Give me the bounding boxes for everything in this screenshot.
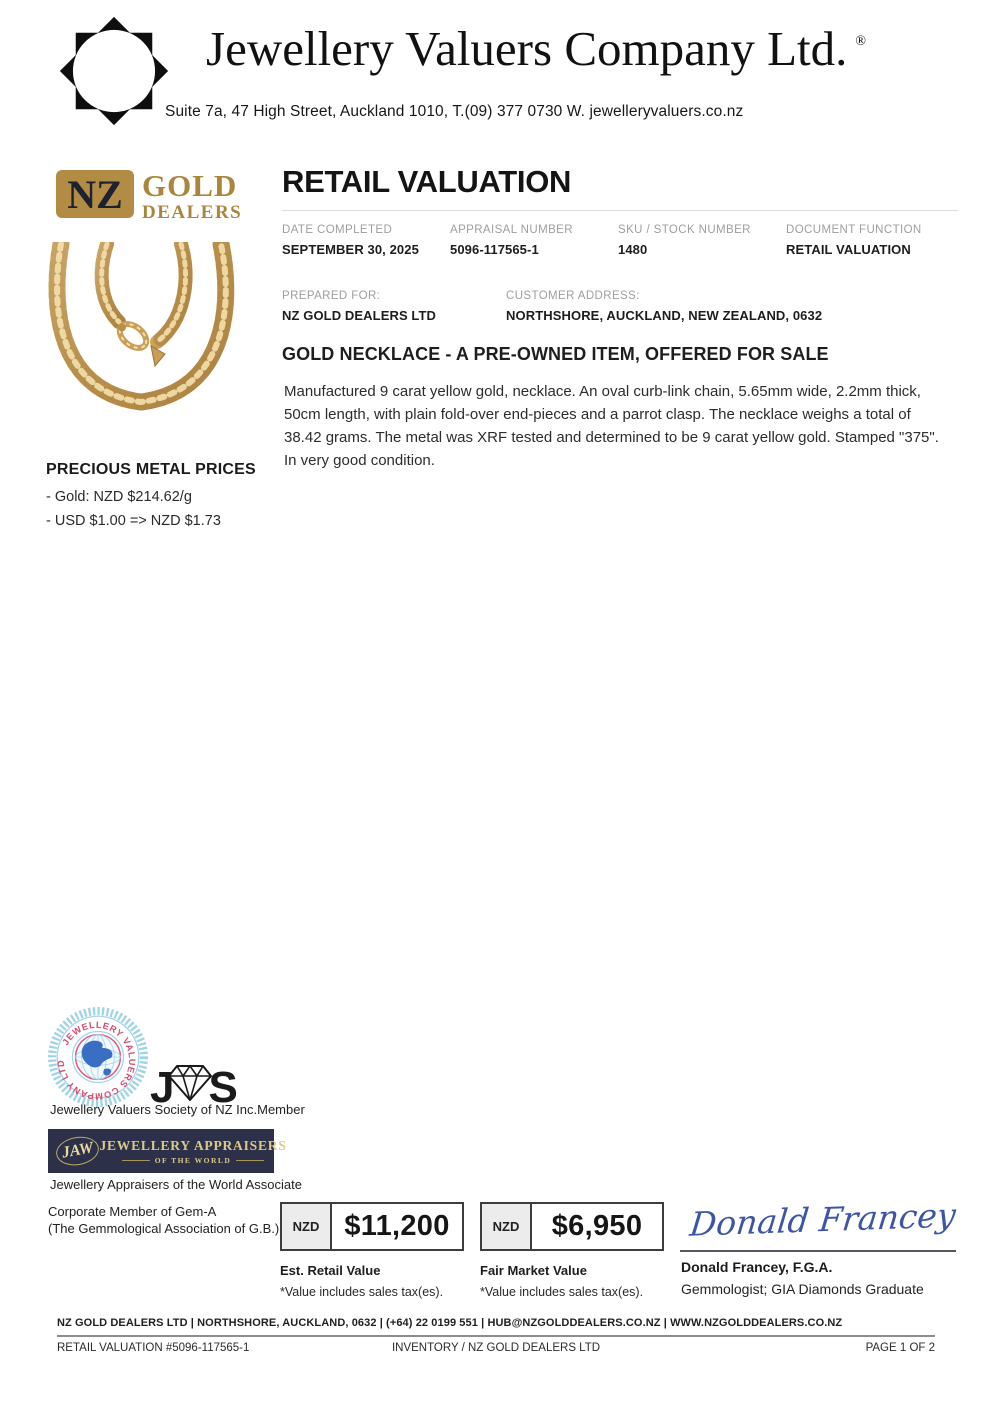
field-document-function (786, 224, 922, 257)
company-name (206, 20, 906, 77)
signer-credentials: Gemmologist; GIA Diamonds Graduate (681, 1281, 924, 1297)
value-note: *Value includes sales tax(es). (280, 1285, 444, 1299)
jaw-monogram: JAW (54, 1133, 102, 1168)
field-label: DATE COMPLETED (282, 224, 393, 236)
field-value: SEPTEMBER 30, 2025 (282, 242, 419, 257)
est-retail-value-block (280, 1202, 464, 1299)
usd-rate-line: - USD $1.00 => NZD $1.73 (46, 513, 221, 529)
company-address: Suite 7a, 47 High Street, Auckland 1010, T.(09) 377 0730 W. jewelleryvaluers.co.nz (165, 103, 744, 120)
currency-label: NZD (482, 1204, 532, 1249)
title-divider (282, 210, 958, 211)
jvs-letter-s: S (208, 1062, 236, 1112)
value-note: *Value includes sales tax(es). (480, 1285, 644, 1299)
footer-meta-row (57, 1342, 935, 1354)
field-date-completed (282, 224, 419, 257)
field-value: 1480 (618, 242, 648, 257)
fair-market-value-box (480, 1202, 664, 1251)
gem-a-line1: Corporate Member of Gem-A (48, 1204, 217, 1219)
jvs-logo (150, 1062, 236, 1112)
field-value: RETAIL VALUATION (786, 242, 911, 257)
jaw-title: JEWELLERY APPRAISERS (99, 1137, 287, 1153)
field-value: 5096-117565-1 (450, 242, 539, 257)
nz-badge: NZ (56, 170, 134, 218)
necklace-photo (45, 242, 237, 430)
item-description: Manufactured 9 carat yellow gold, necklace. An oval curb-link chain, 5.65mm wide, 2.2mm thick, 50cm length, with plain fold-over end-pieces and a parrot clasp. The necklace weighs a total of 38.42 grams. The metal was XRF tested and determined to be 9 carat yellow gold. Stamped "375". In very good condition. (284, 383, 939, 469)
field-label: APPRAISAL NUMBER (450, 224, 573, 236)
document-title: RETAIL VALUATION (282, 164, 572, 199)
field-value: NZ GOLD DEALERS LTD (282, 308, 437, 323)
company-star-logo-icon (56, 15, 172, 127)
nz-gold-dealers-logo (56, 170, 242, 222)
signature-script: Donald Francey (688, 1195, 958, 1244)
jvs-letter-j: J (150, 1062, 173, 1112)
jaw-subtitle-row (99, 1156, 286, 1165)
currency-label: NZD (282, 1204, 332, 1249)
jvs-membership-caption: Jewellery Valuers Society of NZ Inc.Member (50, 1102, 305, 1117)
jaw-right-rule (236, 1160, 264, 1161)
field-prepared-for (282, 290, 436, 323)
field-label: PREPARED FOR: (282, 290, 381, 302)
footer-page-number: PAGE 1 OF 2 (865, 1342, 936, 1354)
diamond-icon (167, 1063, 213, 1103)
signer-name: Donald Francey, F.G.A. (681, 1259, 833, 1275)
item-heading: GOLD NECKLACE - A PRE-OWNED ITEM, OFFERED FOR SALE (282, 344, 829, 364)
est-retail-value-box (280, 1202, 464, 1251)
value-amount: $6,950 (551, 1210, 643, 1242)
field-value: NORTHSHORE, AUCKLAND, NEW ZEALAND, 0632 (506, 308, 823, 323)
field-label: SKU / STOCK NUMBER (618, 224, 751, 236)
field-customer-address (506, 290, 822, 323)
jaw-logo-banner (48, 1129, 287, 1173)
signature-line (680, 1250, 956, 1252)
footer-document-ref: RETAIL VALUATION #5096-117565-1 (57, 1342, 250, 1354)
company-name-text: Jewellery Valuers Company Ltd. (206, 21, 848, 76)
value-label: Est. Retail Value (280, 1263, 381, 1278)
field-sku-stock-number (618, 224, 751, 257)
company-stamp-seal (47, 1006, 149, 1108)
gem-a-membership (48, 1203, 279, 1237)
value-amount: $11,200 (344, 1210, 450, 1242)
footer-divider (57, 1335, 935, 1337)
value-label: Fair Market Value (480, 1263, 587, 1278)
gem-a-line2: (The Gemmological Association of G.B.) (48, 1221, 280, 1236)
globe-icon (76, 1035, 121, 1080)
gold-price-line: - Gold: NZD $214.62/g (46, 489, 192, 505)
registered-trademark-symbol: ® (855, 34, 867, 49)
jaw-subtitle: OF THE WORLD (154, 1155, 232, 1165)
nz-logo-gold-text: GOLD (142, 168, 238, 203)
footer-inventory: INVENTORY / NZ GOLD DEALERS LTD (391, 1342, 601, 1354)
fair-market-value-block (480, 1202, 664, 1299)
nz-logo-dealers-text: DEALERS (142, 202, 243, 223)
jaw-left-rule (122, 1160, 150, 1161)
field-label: DOCUMENT FUNCTION (786, 224, 922, 236)
jaw-membership-caption: Jewellery Appraisers of the World Associate (50, 1177, 302, 1192)
jaw-wordmark (99, 1138, 286, 1165)
precious-metal-prices-heading: PRECIOUS METAL PRICES (46, 461, 256, 478)
field-appraisal-number (450, 224, 573, 257)
stamp-circular-text: JEWELLERY VALUERS COMPANY LTD (55, 1019, 138, 1102)
nz-logo-wordmark (142, 170, 242, 222)
footer-contact-line: NZ GOLD DEALERS LTD | NORTHSHORE, AUCKLAND, 0632 | (+64) 22 0199 551 | HUB@NZGOLDDEALERS.CO.NZ | WWW.NZGOLDDEALERS.CO.NZ (57, 1317, 843, 1329)
field-label: CUSTOMER ADDRESS: (506, 290, 640, 302)
